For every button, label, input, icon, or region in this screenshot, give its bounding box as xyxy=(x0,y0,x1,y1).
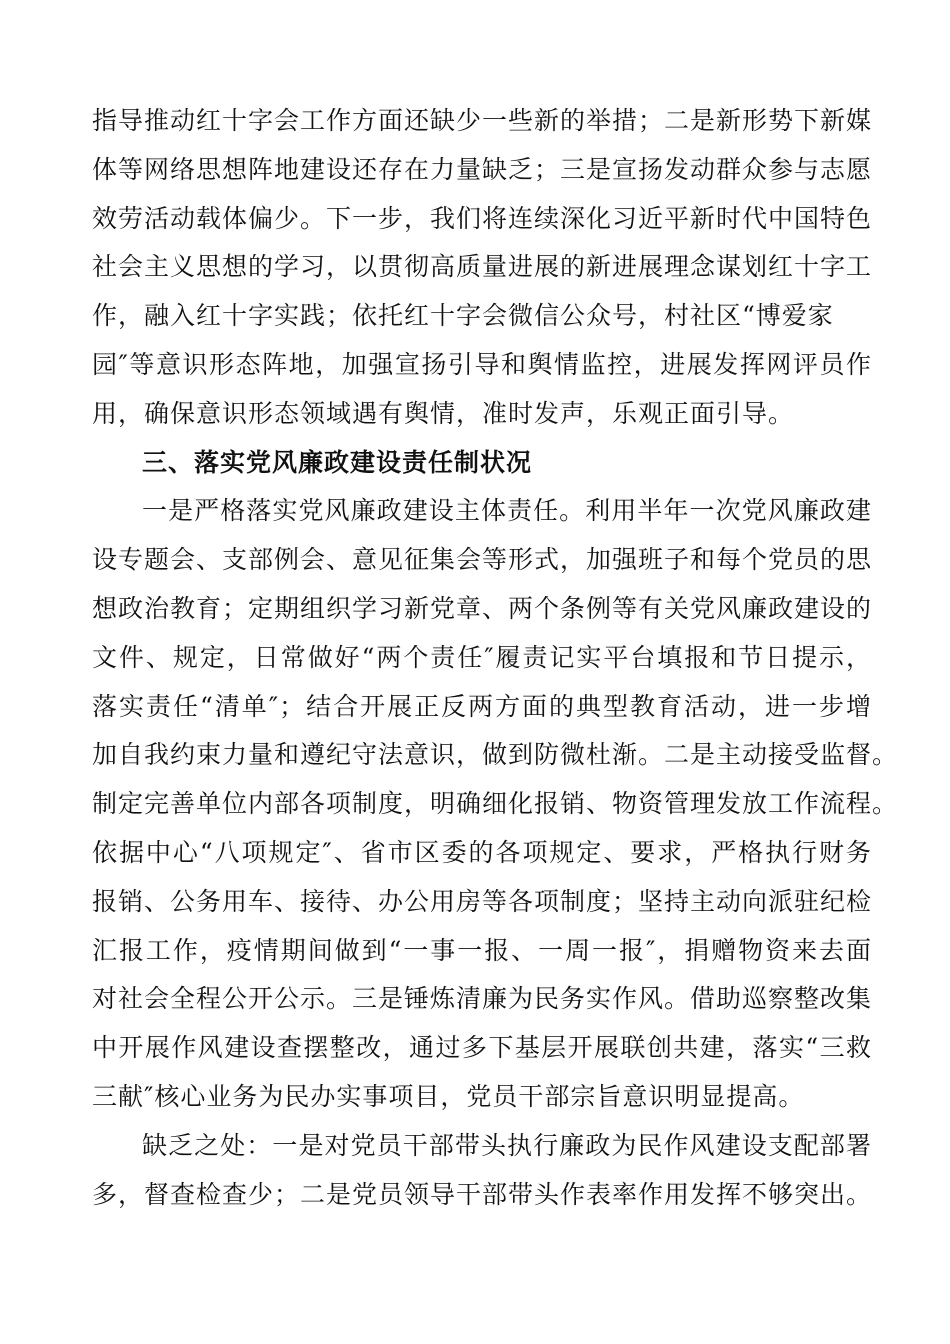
text-line: 文件、规定，日常做好“两个责任″履责记实平台填报和节日提示， xyxy=(92,642,872,672)
text-line: 加自我约束力量和遵纪守法意识，做到防微杜渐。二是主动接受监督。 xyxy=(92,740,899,770)
text-line: 中开展作风建设查摆整改，通过多下基层开展联创共建，落实“三救 xyxy=(92,1033,872,1063)
text-line: 效劳活动载体偏少。下一步，我们将连续深化习近平新时代中国特色 xyxy=(92,203,873,233)
text-line: 对社会全程公开公示。三是锤炼清廉为民务实作风。借助巡察整改集 xyxy=(92,984,873,1014)
text-line: 多，督查检查少；二是党员领导干部带头作表率作用发挥不够突出。 xyxy=(92,1179,873,1209)
text-line: 作，融入红十字实践；依托红十字会微信公众号，村社区“博爱家 xyxy=(92,301,834,331)
text-line: 体等网络思想阵地建设还存在力量缺乏；三是宣扬发动群众参与志愿 xyxy=(92,154,873,184)
text-line: 想政治教育；定期组织学习新党章、两个条例等有关党风廉政建设的 xyxy=(92,593,873,623)
text-line: 落实责任“清单″；结合开展正反两方面的典型教育活动，进一步增 xyxy=(92,691,872,721)
text-line: 报销、公务用车、接待、办公用房等各项制度；坚持主动向派驻纪检 xyxy=(92,886,873,916)
text-line: 三献″核心业务为民办实事项目，党员干部宗旨意识明显提高。 xyxy=(92,1081,805,1111)
text-line: 设专题会、支部例会、意见征集会等形式，加强班子和每个党员的思 xyxy=(92,545,873,575)
text-line: 园″等意识形态阵地，加强宣扬引导和舆情监控，进展发挥网评员作 xyxy=(92,349,872,379)
text-line: 社会主义思想的学习，以贯彻高质量进展的新进展理念谋划红十字工 xyxy=(92,252,873,282)
text-line: 一是严格落实党风廉政建设主体责任。利用半年一次党风廉政建 xyxy=(142,496,872,526)
text-line: 用，确保意识形态领域遇有舆情，准时发声，乐观正面引导。 xyxy=(92,398,795,428)
text-line: 缺乏之处：一是对党员干部带头执行廉政为民作风建设支配部署 xyxy=(142,1130,872,1160)
text-line: 依据中心“八项规定″、省市区委的各项规定、要求，严格执行财务 xyxy=(92,837,872,867)
text-line: 汇报工作，疫情期间做到“一事一报、一周一报″，捐赠物资来去面 xyxy=(92,935,872,965)
paragraph-ideology-work xyxy=(92,97,899,1219)
section-heading: 三、落实党风廉政建设责任制状况 xyxy=(142,447,533,477)
text-line: 指导推动红十字会工作方面还缺少一些新的举措；二是新形势下新媒 xyxy=(92,106,873,135)
text-line: 制定完善单位内部各项制度，明确细化报销、物资管理发放工作流程。 xyxy=(92,789,899,819)
